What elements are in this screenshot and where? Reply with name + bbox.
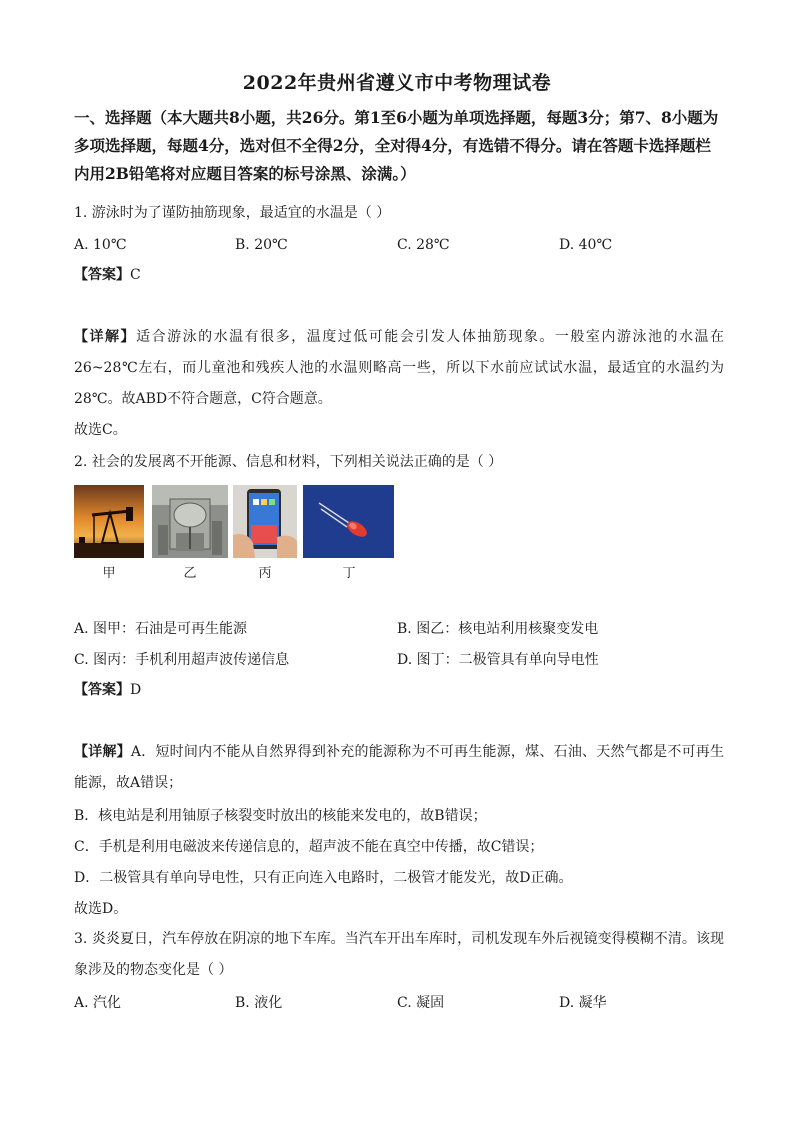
q3-option-d: D. 凝华: [559, 995, 607, 1011]
question-3-stem: 3. 炎炎夏日，汽车停放在阴凉的地下车库。当汽车开出车库时，司机发现车外后视镜变得模糊不清。该现象涉及的物态变化是（ ）: [74, 931, 724, 978]
q2-option-b: B. 图乙：核电站利用核聚变发电: [397, 621, 599, 637]
image-oil-pump: [74, 485, 144, 558]
detail-label: 【详解】: [74, 329, 137, 345]
page-title: 2022年贵州省遵义市中考物理试卷: [242, 72, 552, 94]
q1-option-b: B. 20℃: [235, 237, 288, 253]
q2-detail-d: D．二极管具有单向导电性，只有正向连入电路时，二极管才能发光，故D正确。: [74, 870, 573, 886]
q2-option-c: C. 图丙：手机利用超声波传递信息: [74, 652, 290, 668]
q3-option-a: A. 汽化: [74, 995, 122, 1011]
question-2-stem: 2. 社会的发展离不开能源、信息和材料，下列相关说法正确的是（ ）: [74, 454, 503, 470]
image-nuclear-plant: [152, 485, 228, 558]
caption-yi: 乙: [183, 566, 197, 581]
image-led-diode: [303, 485, 394, 558]
detail-text: A．短时间内不能从自然界得到补充的能源称为不可再生能源，煤、石油、天然气都是不可再生能源，故A错误；: [74, 744, 725, 791]
caption-bing: 丙: [258, 566, 272, 581]
q2-detail-c: C．手机是利用电磁波来传递信息的，超声波不能在真空中传播，故C错误；: [74, 839, 544, 855]
answer-label: 【答案】: [74, 682, 130, 698]
q1-detail: [74, 322, 724, 415]
q3-option-c: C. 凝固: [397, 995, 445, 1011]
detail-text: 适合游泳的水温有很多，温度过低可能会引发人体抽筋现象。一般室内游泳池的水温在26~28℃左右，而儿童池和残疾人池的水温则略高一些，所以下水前应试试水温，最适宜的水温约为28℃。故ABD不符合题意，C符合题意。: [74, 329, 725, 407]
q1-option-a: A. 10℃: [74, 237, 127, 253]
q1-answer: [74, 265, 141, 285]
q2-conclusion: 故选D。: [74, 901, 128, 917]
q1-conclusion: 故选C。: [74, 422, 127, 438]
q2-answer: [74, 680, 141, 700]
q2-detail-a: [74, 737, 724, 799]
detail-label: 【详解】: [74, 744, 131, 760]
q2-option-d: D. 图丁：二极管具有单向导电性: [397, 652, 599, 668]
section-heading: 一、选择题（本大题共8小题，共26分。第1至6小题为单项选择题，每题3分；第7、8小题为多项选择题，每题4分，选对但不全得2分，全对得4分，有选错不得分。请在答题卡选择题栏内用2B铅笔将对应题目答案的标号涂黑、涂满。）: [74, 108, 719, 183]
q2-detail-b: B．核电站是利用铀原子核裂变时放出的核能来发电的，故B错误；: [74, 808, 487, 824]
q2-option-a: A. 图甲：石油是可再生能源: [74, 621, 248, 637]
q1-option-d: D. 40℃: [559, 237, 613, 253]
q3-option-b: B. 液化: [235, 995, 283, 1011]
answer-label: 【答案】: [74, 267, 130, 283]
caption-ding: 丁: [342, 566, 356, 581]
q1-option-c: C. 28℃: [397, 237, 450, 253]
image-smartphone: [233, 485, 297, 558]
question-1-stem: 1. 游泳时为了谨防抽筋现象，最适宜的水温是（ ）: [74, 205, 391, 221]
caption-jia: 甲: [102, 566, 116, 581]
answer-value: D: [130, 682, 142, 698]
answer-value: C: [130, 267, 141, 283]
